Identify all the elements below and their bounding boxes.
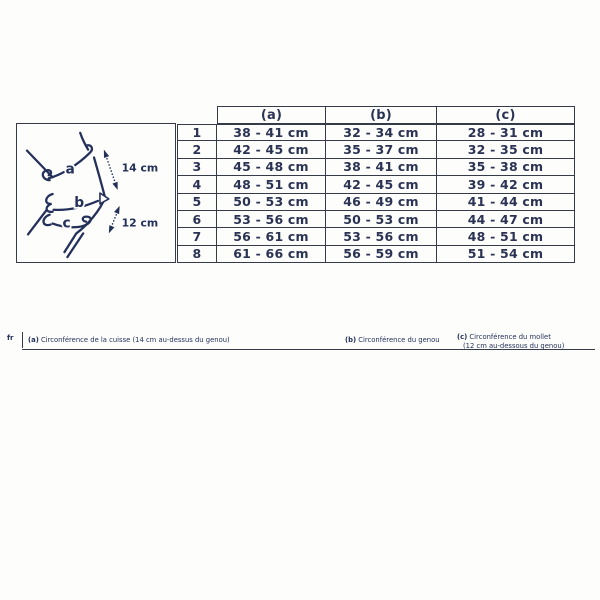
column-header-c: (c) xyxy=(437,106,575,124)
footer-rule xyxy=(22,349,595,350)
band-b-line xyxy=(46,194,98,212)
row-number-cell: 7 xyxy=(177,228,217,245)
footnote-a xyxy=(28,336,230,345)
size-range-cell: 48 - 51 cm xyxy=(437,228,575,245)
size-range-cell: 28 - 31 cm xyxy=(437,124,575,141)
size-range-cell: 46 - 49 cm xyxy=(326,194,437,211)
size-range-cell: 38 - 41 cm xyxy=(326,159,437,176)
arrowhead-icon xyxy=(106,225,114,234)
footnote-b xyxy=(345,336,440,345)
size-range-cell: 42 - 45 cm xyxy=(326,176,437,193)
size-range-cell: 35 - 38 cm xyxy=(437,159,575,176)
row-number-cell: 6 xyxy=(177,211,217,228)
footnote-c-text-line1: Circonférence du mollet xyxy=(469,333,551,341)
thigh-front-line xyxy=(80,133,88,150)
size-range-cell: 51 - 54 cm xyxy=(437,246,575,263)
leg-diagram-box xyxy=(16,123,176,263)
size-range-cell: 39 - 42 cm xyxy=(437,176,575,193)
measure-line-top xyxy=(105,153,117,188)
row-number-cell: 8 xyxy=(177,246,217,263)
row-number-cell: 3 xyxy=(177,159,217,176)
footnote-b-text: Circonférence du genou xyxy=(358,336,440,344)
size-range-cell: 48 - 51 cm xyxy=(217,176,326,193)
footnote-b-prefix: (b) xyxy=(345,336,357,344)
size-range-cell: 41 - 44 cm xyxy=(437,194,575,211)
size-range-cell: 61 - 66 cm xyxy=(217,246,326,263)
size-range-cell: 53 - 56 cm xyxy=(326,228,437,245)
footer-divider xyxy=(22,332,23,348)
size-range-cell: 38 - 41 cm xyxy=(217,124,326,141)
distance-bottom-label: 12 cm xyxy=(121,216,159,230)
size-range-cell: 50 - 53 cm xyxy=(217,194,326,211)
row-number-cell: 1 xyxy=(177,124,217,141)
distance-top-label: 14 cm xyxy=(121,161,159,175)
column-header-b: (b) xyxy=(326,106,437,124)
footnote-a-prefix: (a) xyxy=(28,336,39,344)
band-a-label: a xyxy=(65,161,75,178)
arrowhead-icon xyxy=(114,205,122,214)
language-tag: fr xyxy=(7,334,14,342)
size-range-cell: 35 - 37 cm xyxy=(326,141,437,158)
size-range-cell: 56 - 59 cm xyxy=(326,246,437,263)
arrowhead-icon xyxy=(101,149,109,158)
size-range-cell: 44 - 47 cm xyxy=(437,211,575,228)
leg-measurement-diagram xyxy=(17,124,175,262)
size-table xyxy=(177,106,576,264)
row-number-cell: 5 xyxy=(177,194,217,211)
band-b-label: b xyxy=(74,194,85,211)
footnote-a-text: Circonférence de la cuisse (14 cm au-dessus du genou) xyxy=(40,336,230,344)
thigh-back-line xyxy=(27,151,53,178)
size-range-cell: 50 - 53 cm xyxy=(326,211,437,228)
footnote-c xyxy=(457,333,564,350)
footnote-c-prefix: (c) xyxy=(457,333,468,341)
row-number-cell: 4 xyxy=(177,176,217,193)
size-range-cell: 45 - 48 cm xyxy=(217,159,326,176)
size-range-cell: 53 - 56 cm xyxy=(217,211,326,228)
column-header-a: (a) xyxy=(217,106,326,124)
size-range-cell: 42 - 45 cm xyxy=(217,141,326,158)
size-range-cell: 32 - 34 cm xyxy=(326,124,437,141)
band-c-label: c xyxy=(62,215,71,232)
row-number-cell: 2 xyxy=(177,141,217,158)
arrowhead-icon xyxy=(112,182,120,191)
size-range-cell: 32 - 35 cm xyxy=(437,141,575,158)
size-range-cell: 56 - 61 cm xyxy=(217,228,326,245)
thigh-to-knee-line xyxy=(94,158,105,197)
footnote-c-text-line2: (12 cm au-dessous du genou) xyxy=(463,341,565,350)
